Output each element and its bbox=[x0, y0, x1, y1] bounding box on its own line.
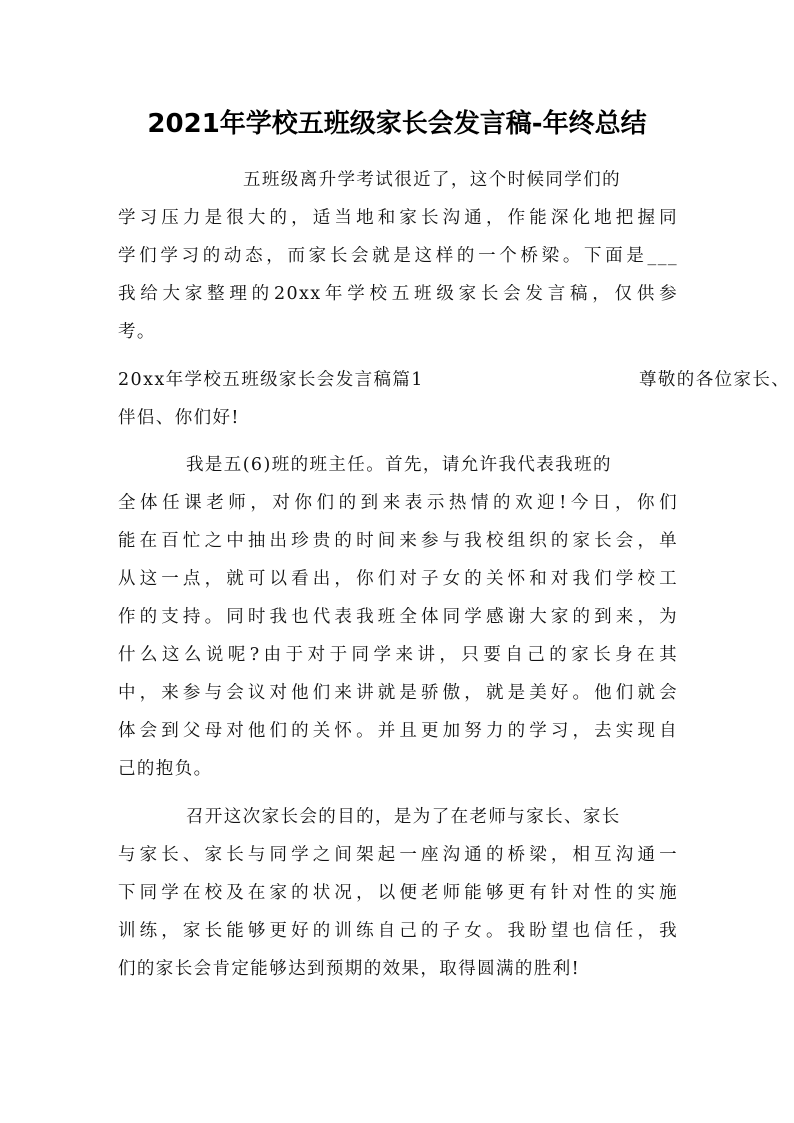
text-line: 什么这么说呢?由于对于同学来讲，只要自己的家长身在其 bbox=[118, 645, 678, 665]
section-heading: 20xx年学校五班级家长会发言稿篇1 bbox=[118, 370, 424, 390]
section-heading-line bbox=[118, 363, 791, 397]
text-line: 伴侣、你们好! bbox=[118, 408, 240, 428]
text-line: 考。 bbox=[118, 322, 156, 342]
text-line: 我是五(6)班的班主任。首先，请允许我代表我班的 bbox=[186, 455, 612, 475]
text-line: 从这一点，就可以看出，你们对子女的关怀和对我们学校工 bbox=[118, 569, 678, 589]
text-line: 五班级离升学考试很近了，这个时候同学们的 bbox=[243, 170, 621, 190]
text-line: 体会到父母对他们的关怀。并且更加努力的学习，去实现自 bbox=[118, 721, 678, 741]
salutation: 尊敬的各位家长、 bbox=[639, 370, 791, 390]
text-line: 下同学在校及在家的状况，以便老师能够更有针对性的实施 bbox=[118, 883, 678, 903]
text-line: 与家长、家长与同学之间架起一座沟通的桥梁，相互沟通一 bbox=[118, 845, 678, 865]
text-line: 们的家长会肯定能够达到预期的效果，取得圆满的胜利! bbox=[118, 959, 581, 979]
text-line: 中，来参与会议对他们来讲就是骄傲，就是美好。他们就会 bbox=[118, 683, 678, 703]
text-line: 学们学习的动态，而家长会就是这样的一个桥梁。下面是___ bbox=[118, 246, 678, 266]
text-line: 能在百忙之中抽出珍贵的时间来参与我校组织的家长会，单 bbox=[118, 531, 678, 551]
document-title: 2021年学校五班级家长会发言稿-年终总结 bbox=[147, 109, 647, 139]
text-line: 学习压力是很大的，适当地和家长沟通，作能深化地把握同 bbox=[118, 208, 678, 228]
text-line: 我给大家整理的20xx年学校五班级家长会发言稿，仅供参 bbox=[118, 284, 678, 304]
text-line: 召开这次家长会的目的，是为了在老师与家长、家长 bbox=[186, 807, 621, 827]
text-line: 全体任课老师，对你们的到来表示热情的欢迎!今日，你们 bbox=[118, 493, 678, 513]
text-line: 作的支持。同时我也代表我班全体同学感谢大家的到来，为 bbox=[118, 607, 678, 627]
text-line: 己的抱负。 bbox=[118, 759, 213, 779]
text-line: 训练，家长能够更好的训练自己的子女。我盼望也信任，我 bbox=[118, 921, 678, 941]
